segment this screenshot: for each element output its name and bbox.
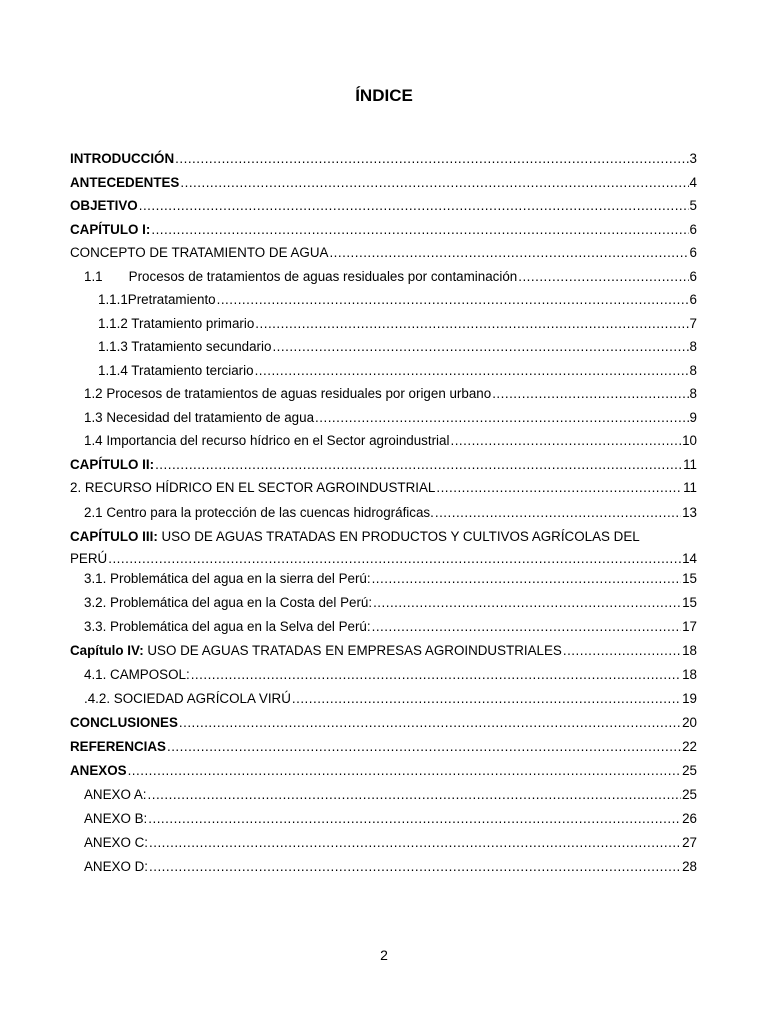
toc-entry-3-3[interactable]	[70, 616, 697, 638]
toc-entry-text: PERÚ	[70, 551, 108, 566]
toc-entry-bold: CONCLUSIONES	[70, 715, 178, 730]
toc-page-number: 18	[682, 667, 697, 682]
toc-entry-anexos[interactable]	[70, 760, 697, 782]
toc-entry-referencias[interactable]	[70, 736, 697, 758]
toc-page-number: 25	[682, 763, 697, 778]
toc-entry-anexo-a[interactable]	[70, 784, 697, 806]
toc-entry-bold: OBJETIVO	[70, 198, 138, 213]
toc-entry-text: ANEXO A:	[84, 787, 147, 802]
toc-entry-text: USO DE AGUAS TRATADAS EN EMPRESAS AGROINDUSTRIALES	[143, 643, 562, 658]
dot-leader	[450, 430, 681, 452]
toc-entry-bold: INTRODUCCIÓN	[70, 151, 175, 166]
toc-page-number: 15	[682, 571, 697, 586]
toc-entry-bold: ANEXOS	[70, 763, 127, 778]
toc-entry-anexo-d[interactable]	[70, 856, 697, 878]
dot-leader	[373, 592, 681, 614]
toc-page-number: 3	[689, 151, 697, 166]
dot-leader	[148, 808, 681, 830]
dot-leader	[108, 548, 681, 570]
dot-leader	[272, 336, 688, 358]
toc-entry-1-1[interactable]	[70, 266, 697, 288]
toc-entry-1-4[interactable]	[70, 430, 697, 452]
dot-leader	[436, 477, 682, 499]
toc-entry-3-1[interactable]	[70, 568, 697, 590]
dot-leader	[148, 784, 682, 806]
toc-page-number: 27	[682, 835, 697, 850]
dot-leader	[175, 148, 688, 170]
toc-page-number: 22	[682, 739, 697, 754]
toc-entry-text: 2. RECURSO HÍDRICO EN EL SECTOR AGROINDUSTRIAL	[70, 480, 436, 495]
toc-entry-text: ANEXO C:	[84, 835, 148, 850]
toc-entry-antecedentes[interactable]	[70, 172, 697, 194]
toc-entry-text: 1.1.4 Tratamiento terciario	[98, 362, 254, 378]
toc-entry-text: 3.1. Problemática del agua en la sierra del Perú:	[84, 571, 371, 586]
toc-entry-line1	[70, 526, 697, 548]
dot-leader	[315, 407, 689, 429]
toc-entry-text: 1.1.3 Tratamiento secundario	[98, 339, 272, 354]
dot-leader	[292, 688, 681, 710]
toc-entry-bold: ANTECEDENTES	[70, 174, 180, 190]
dot-leader	[435, 502, 681, 524]
toc-page-number: 14	[682, 551, 697, 566]
toc-entry-text: USO DE AGUAS TRATADAS EN PRODUCTOS Y CULTIVOS AGRÍCOLAS DEL	[157, 529, 640, 544]
toc-entry-capitulo-4[interactable]	[70, 640, 697, 662]
toc-entry-2[interactable]	[70, 477, 697, 499]
toc-entry-bold: REFERENCIAS	[70, 739, 166, 754]
toc-entry-anexo-c[interactable]	[70, 832, 697, 854]
toc-page-number: 8	[689, 339, 697, 354]
toc-entry-text: 4.1. CAMPOSOL:	[84, 667, 190, 682]
toc-page-number: 8	[689, 362, 697, 378]
toc-page-number: 13	[682, 505, 697, 520]
toc-entry-bold: CAPÍTULO III:	[70, 529, 158, 544]
page-number: 2	[380, 947, 388, 963]
toc-page-number: 6	[689, 292, 697, 307]
toc-entry-1-1-4[interactable]	[70, 360, 697, 382]
toc-entry-text: 3.2. Problemática del agua en la Costa del Perú:	[84, 595, 373, 610]
toc-page-number: 26	[682, 811, 697, 826]
dot-leader	[492, 383, 688, 405]
toc-entry-text: 3.3. Problemática del agua en la Selva del Perú:	[84, 619, 371, 634]
toc-page-number: 8	[689, 386, 697, 401]
toc-page-number: 17	[682, 619, 697, 634]
toc-entry-1-2[interactable]	[70, 383, 697, 405]
dot-leader	[329, 242, 688, 264]
toc-entry-objetivo[interactable]	[70, 195, 697, 217]
toc-entry-text: .4.2. SOCIEDAD AGRÍCOLA VIRÚ	[84, 691, 291, 706]
toc-entry-bold: CAPÍTULO II:	[70, 456, 155, 472]
toc-entry-text: CONCEPTO DE TRATAMIENTO DE AGUA	[70, 245, 329, 260]
toc-page-number: 28	[682, 859, 697, 874]
toc-page-number: 5	[689, 198, 697, 213]
page-title: ÍNDICE	[355, 86, 413, 105]
toc-entry-text: 1.1 Procesos de tratamientos de aguas residuales por contaminación	[84, 268, 518, 284]
toc-entry-text: ANEXO B:	[84, 811, 148, 826]
dot-leader	[255, 313, 688, 335]
toc-entry-text: 1.1.2 Tratamiento primario	[98, 315, 255, 331]
toc-entry-text: ANEXO D:	[84, 859, 148, 874]
toc-entry-line2	[70, 548, 697, 570]
toc-page-number: 20	[682, 715, 697, 730]
toc-entry-text: 1.2 Procesos de tratamientos de aguas residuales por origen urbano	[84, 386, 492, 401]
toc-entry-text: 1.3 Necesidad del tratamiento de agua	[84, 409, 315, 425]
dot-leader	[191, 664, 681, 686]
toc-entry-anexo-b[interactable]	[70, 808, 697, 830]
dot-leader	[149, 832, 681, 854]
dot-leader	[372, 616, 682, 638]
toc-page-number: 19	[682, 691, 697, 706]
toc-page-number: 7	[689, 315, 697, 331]
toc-page-number: 6	[689, 221, 697, 237]
dot-leader	[217, 289, 689, 311]
dot-leader	[167, 736, 681, 758]
toc-entry-3-2[interactable]	[70, 592, 697, 614]
toc-entry-1-3[interactable]	[70, 407, 697, 429]
toc-entry-text: 1.1.1Pretratamiento	[98, 292, 216, 307]
dot-leader	[179, 712, 681, 734]
toc-entry-text: 2.1 Centro para la protección de las cuencas hidrográficas.	[84, 505, 434, 520]
toc-entry-1-1-1[interactable]	[70, 289, 697, 311]
toc-entry-capitulo-3[interactable]	[70, 526, 697, 570]
toc-entry-introduccion[interactable]	[70, 148, 697, 170]
toc-entry-capitulo-2[interactable]	[70, 454, 697, 476]
dot-leader	[372, 568, 682, 590]
toc-page-number: 6	[689, 268, 697, 284]
dot-leader	[151, 219, 688, 241]
toc-entry-1-1-2[interactable]	[70, 313, 697, 335]
toc-entry-text: 1.4 Importancia del recurso hídrico en el Sector agroindustrial	[84, 433, 450, 448]
toc-entry-bold: Capítulo IV:	[70, 643, 144, 658]
dot-leader	[518, 266, 688, 288]
dot-leader	[139, 195, 689, 217]
toc-page-number: 10	[682, 433, 697, 448]
toc-page-number: 25	[682, 787, 697, 802]
dot-leader	[155, 454, 682, 476]
dot-leader	[149, 856, 681, 878]
toc-page-number: 18	[682, 643, 697, 658]
dot-leader	[128, 760, 682, 782]
dot-leader	[255, 360, 689, 382]
toc-page-number: 9	[689, 409, 697, 425]
toc-page-number: 11	[683, 480, 697, 495]
toc-entry-concepto[interactable]	[70, 242, 697, 264]
toc-entry-2-1[interactable]	[70, 502, 697, 524]
toc-entry-4-2[interactable]	[70, 688, 697, 710]
toc-entry-capitulo-1[interactable]	[70, 219, 697, 241]
toc-entry-bold: CAPÍTULO I:	[70, 221, 151, 237]
toc-page-number: 4	[689, 174, 697, 190]
dot-leader	[180, 172, 688, 194]
toc-entry-conclusiones[interactable]	[70, 712, 697, 734]
toc-entry-1-1-3[interactable]	[70, 336, 697, 358]
toc-page-number: 15	[682, 595, 697, 610]
dot-leader	[563, 640, 681, 662]
toc-page-number: 11	[683, 456, 697, 472]
toc-page-number: 6	[689, 245, 697, 260]
toc-entry-4-1[interactable]	[70, 664, 697, 686]
